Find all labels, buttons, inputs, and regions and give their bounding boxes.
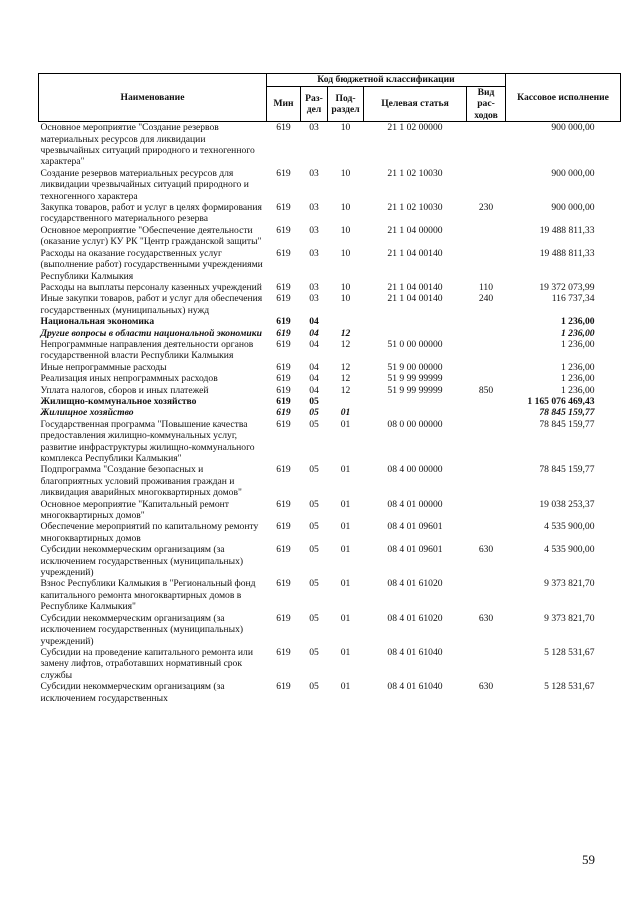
cell-vid: 630 (478, 681, 494, 693)
cell-podrazdel: 01 (340, 612, 351, 624)
table-row (39, 316, 621, 327)
cell-vid: 630 (478, 612, 494, 624)
cell-razdel: 05 (309, 578, 319, 590)
cell-podrazdel: 01 (340, 498, 351, 510)
cell-ispolnenie: 78 845 159,77 (539, 418, 595, 430)
cell-name: Жилищное хозяйство (40, 407, 134, 419)
cell-podrazdel: 01 (340, 681, 351, 693)
cell-razdel: 05 (309, 612, 319, 624)
cell-vid: 110 (478, 281, 494, 293)
cell-min: 619 (276, 373, 291, 385)
cell-ispolnenie: 5 128 531,67 (544, 646, 595, 658)
cell-vid (467, 316, 506, 327)
cell-min: 619 (276, 384, 291, 396)
cell-vid: 850 (478, 384, 494, 396)
cell-vid (467, 396, 506, 407)
cell-razdel: 05 (309, 544, 319, 556)
cell-ispolnenie: 1 236,00 (560, 384, 595, 396)
cell-name: Национальная экономика (40, 316, 155, 328)
header-min: Мин (267, 87, 301, 122)
cell-statya: 21 1 02 10030 (387, 202, 443, 214)
cell-vid (467, 373, 506, 384)
table-body (39, 122, 621, 704)
cell-statya: 08 4 01 09601 (387, 521, 443, 533)
cell-ispolnenie: 1 165 076 469,43 (527, 395, 595, 407)
cell-razdel: 05 (309, 407, 319, 419)
cell-podrazdel: 01 (340, 418, 351, 430)
cell-podrazdel: 12 (340, 327, 351, 339)
cell-name: Уплата налогов, сборов и иных платежей (40, 384, 209, 396)
cell-name: Иные непрограммные расходы (40, 361, 167, 373)
cell-min: 619 (276, 578, 291, 590)
header-vid: Вид рас-ходов (467, 87, 506, 122)
cell-razdel: 05 (309, 464, 319, 476)
table-row (39, 328, 621, 339)
cell-vid: 630 (478, 544, 494, 556)
cell-name: Основное мероприятие "Капитальный ремонт многоквартирных домов" (40, 498, 230, 522)
cell-podrazdel: 12 (340, 384, 351, 396)
cell-vid (467, 339, 506, 362)
table-row (39, 248, 621, 282)
cell-name: Непрограммные направления деятельности органов государственной власти Республики Калмыкия (40, 338, 254, 362)
header-code-group: Код бюджетной классификации (267, 74, 506, 87)
cell-min: 619 (276, 247, 291, 259)
cell-razdel: 03 (309, 224, 319, 236)
cell-razdel: 04 (309, 316, 319, 328)
cell-name: Расходы на оказание государственных услуг (выполнение работ) государственными учреждениями Республики Калмыкия (40, 247, 263, 282)
cell-podrazdel: 10 (340, 167, 351, 179)
cell-razdel: 04 (309, 384, 319, 396)
cell-statya: 08 4 01 09601 (387, 544, 443, 556)
cell-statya: 08 4 01 61020 (387, 578, 443, 590)
cell-vid (467, 407, 506, 418)
cell-statya (364, 328, 467, 339)
table-row (39, 202, 621, 225)
table-row (39, 339, 621, 362)
cell-ispolnenie: 1 236,00 (560, 327, 595, 339)
cell-razdel: 04 (309, 338, 319, 350)
cell-razdel: 03 (309, 247, 319, 259)
cell-ispolnenie: 9 373 821,70 (544, 612, 595, 624)
cell-min: 619 (276, 418, 291, 430)
cell-statya: 08 4 00 00000 (387, 464, 443, 476)
cell-name: Субсидии некоммерческим организациям (за исключением государственных (муниципальных) учреждений) (40, 612, 244, 647)
cell-ispolnenie: 19 488 811,33 (539, 224, 595, 236)
cell-podrazdel: 01 (340, 407, 351, 419)
cell-statya (364, 396, 467, 407)
cell-min: 619 (276, 544, 291, 556)
cell-name: Субсидии некоммерческим организациям (за исключением государственных (муниципальных) учреждений) (40, 544, 244, 579)
cell-statya: 21 1 04 00000 (387, 224, 443, 236)
table-row (39, 122, 621, 168)
cell-podrazdel: 10 (340, 122, 351, 134)
table-row (39, 464, 621, 498)
cell-ispolnenie: 9 373 821,70 (544, 578, 595, 590)
cell-ispolnenie: 900 000,00 (551, 122, 595, 134)
table-row (39, 293, 621, 316)
cell-razdel: 03 (309, 122, 319, 134)
cell-min: 619 (276, 646, 291, 658)
cell-statya: 51 0 00 00000 (387, 338, 443, 350)
cell-razdel: 05 (309, 418, 319, 430)
table-row (39, 647, 621, 681)
cell-statya (364, 407, 467, 418)
table-row (39, 373, 621, 384)
header-ispolnenie: Кассовое исполнение (506, 74, 621, 122)
table-row (39, 362, 621, 373)
cell-min: 619 (276, 521, 291, 533)
cell-podrazdel (328, 316, 364, 327)
cell-statya: 21 1 02 00000 (387, 122, 443, 134)
cell-ispolnenie: 78 845 159,77 (539, 464, 595, 476)
cell-ispolnenie: 78 845 159,77 (539, 407, 595, 419)
table-row (39, 282, 621, 293)
cell-min: 619 (276, 327, 291, 339)
cell-vid (467, 168, 506, 202)
cell-razdel: 04 (309, 327, 319, 339)
cell-vid (467, 248, 506, 282)
cell-min: 619 (276, 361, 291, 373)
cell-min: 619 (276, 407, 291, 419)
cell-ispolnenie: 1 236,00 (560, 338, 595, 350)
cell-name: Обеспечение мероприятий по капитальному ремонту многоквартирных домов (40, 521, 259, 544)
cell-razdel: 04 (309, 361, 319, 373)
cell-statya: 21 1 04 00140 (387, 281, 443, 293)
cell-statya: 08 0 00 00000 (387, 418, 443, 430)
cell-vid (467, 328, 506, 339)
cell-razdel: 05 (309, 646, 319, 658)
cell-name: Реализация иных непрограммных расходов (40, 373, 218, 385)
cell-statya: 21 1 04 00140 (387, 247, 443, 259)
table-row (39, 419, 621, 465)
cell-vid (467, 419, 506, 465)
cell-podrazdel (328, 396, 364, 407)
cell-razdel: 05 (309, 681, 319, 693)
table-row (39, 225, 621, 248)
header-name: Наименование (39, 74, 267, 122)
cell-min: 619 (276, 498, 291, 510)
cell-statya: 51 9 00 00000 (387, 361, 443, 373)
cell-min: 619 (276, 224, 291, 236)
budget-table (38, 73, 621, 704)
cell-statya: 21 1 04 00140 (387, 293, 443, 305)
cell-razdel: 05 (309, 521, 319, 533)
table-row (39, 385, 621, 396)
cell-podrazdel: 01 (340, 544, 351, 556)
cell-min: 619 (276, 122, 291, 134)
page-number: 59 (582, 852, 595, 867)
cell-name: Жилищно-коммунальное хозяйство (40, 395, 197, 407)
cell-name: Государственная программа "Повышение качества предоставления жилищно-коммунальных услуг, развитие инфраструктуры жилищно-коммунального комплекса Республики Калмыкия" (40, 418, 255, 464)
cell-name: Субсидии на проведение капитального ремонта или замену лифтов, отработавших нормативный срок службы (40, 646, 253, 681)
cell-razdel: 03 (309, 293, 319, 305)
cell-podrazdel: 10 (340, 247, 351, 259)
cell-ispolnenie: 116 737,34 (551, 293, 595, 305)
cell-min: 619 (276, 681, 291, 693)
cell-min: 619 (276, 167, 291, 179)
cell-name: Расходы на выплаты персоналу казенных учреждений (40, 281, 262, 293)
cell-min: 619 (276, 464, 291, 476)
cell-podrazdel: 12 (340, 373, 351, 385)
cell-name: Основное мероприятие "Создание резервов материальных ресурсов для ликвидации чрезвычайных ситуаций природного и техногенного характера" (40, 122, 255, 168)
cell-vid (467, 122, 506, 168)
cell-razdel: 05 (309, 498, 319, 510)
cell-razdel: 05 (309, 395, 319, 407)
cell-podrazdel: 01 (340, 464, 351, 476)
cell-podrazdel: 01 (340, 521, 351, 533)
table-row (39, 578, 621, 612)
table-row (39, 499, 621, 522)
cell-podrazdel: 12 (340, 338, 351, 350)
cell-vid: 240 (478, 293, 494, 305)
cell-statya (364, 316, 467, 327)
cell-ispolnenie: 1 236,00 (560, 361, 595, 373)
table-row (39, 544, 621, 578)
cell-podrazdel: 01 (340, 578, 351, 590)
cell-name: Создание резервов материальных ресурсов для ликвидации чрезвычайных ситуаций природного и техногенного характера (40, 167, 249, 202)
cell-name: Взнос Республики Калмыкия в "Региональный фонд капитального ремонта многоквартирных домов в Республике Калмыкия" (40, 578, 256, 613)
cell-razdel: 04 (309, 373, 319, 385)
cell-podrazdel: 10 (340, 224, 351, 236)
cell-ispolnenie: 5 128 531,67 (544, 681, 595, 693)
cell-ispolnenie: 4 535 900,00 (544, 521, 595, 533)
cell-vid (467, 578, 506, 612)
cell-min: 619 (276, 202, 291, 214)
cell-statya: 08 4 01 61040 (387, 646, 443, 658)
cell-ispolnenie: 19 038 253,37 (539, 498, 595, 510)
cell-statya: 51 9 99 99999 (387, 373, 443, 385)
table-row (39, 613, 621, 647)
cell-name: Субсидии некоммерческим организациям (за исключением государственных (40, 681, 225, 704)
cell-min: 619 (276, 316, 291, 328)
cell-ispolnenie: 1 236,00 (560, 316, 595, 328)
cell-vid (467, 362, 506, 373)
table-row (39, 681, 621, 704)
cell-statya: 08 4 01 61040 (387, 681, 443, 693)
table-header (39, 74, 621, 122)
cell-vid: 230 (478, 202, 494, 214)
cell-name: Закупка товаров, работ и услуг в целях формирования государственного материального резерва (40, 202, 262, 225)
cell-podrazdel: 12 (340, 361, 351, 373)
cell-podrazdel: 01 (340, 646, 351, 658)
table-row (39, 407, 621, 418)
cell-min: 619 (276, 338, 291, 350)
cell-min: 619 (276, 281, 291, 293)
cell-ispolnenie: 4 535 900,00 (544, 544, 595, 556)
cell-ispolnenie: 1 236,00 (560, 373, 595, 385)
table-row (39, 396, 621, 407)
cell-vid (467, 464, 506, 498)
cell-name: Другие вопросы в области национальной экономики (40, 327, 262, 339)
header-razdel: Раз-дел (301, 87, 328, 122)
cell-ispolnenie: 900 000,00 (551, 167, 595, 179)
table-row (39, 521, 621, 544)
cell-vid (467, 499, 506, 522)
header-podrazdel: Под-раздел (328, 87, 364, 122)
header-statya: Целевая статья (364, 87, 467, 122)
cell-statya: 08 4 01 00000 (387, 498, 443, 510)
cell-name: Основное мероприятие "Обеспечение деятельности (оказание услуг) КУ РК "Центр гражданской защиты" (40, 224, 262, 248)
cell-razdel: 03 (309, 281, 319, 293)
cell-razdel: 03 (309, 167, 319, 179)
cell-vid (467, 647, 506, 681)
cell-min: 619 (276, 395, 291, 407)
cell-min: 619 (276, 293, 291, 305)
cell-name: Подпрограмма "Создание безопасных и благоприятных условий проживания граждан и ликвидация аварийных многоквартирных домов" (40, 464, 242, 499)
cell-ispolnenie: 900 000,00 (551, 202, 595, 214)
cell-name: Иные закупки товаров, работ и услуг для обеспечения государственных (муниципальных) нужд (40, 293, 263, 316)
cell-podrazdel: 10 (340, 281, 351, 293)
cell-ispolnenie: 19 488 811,33 (539, 247, 595, 259)
cell-statya: 08 4 01 61020 (387, 612, 443, 624)
table-row (39, 168, 621, 202)
cell-min: 619 (276, 612, 291, 624)
cell-ispolnenie: 19 372 073,99 (539, 281, 595, 293)
cell-statya: 51 9 99 99999 (387, 384, 443, 396)
cell-razdel: 03 (309, 202, 319, 214)
cell-vid (467, 521, 506, 544)
cell-statya: 21 1 02 10030 (387, 167, 443, 179)
cell-podrazdel: 10 (340, 202, 351, 214)
cell-podrazdel: 10 (340, 293, 351, 305)
cell-vid (467, 225, 506, 248)
budget-table-sheet (38, 73, 620, 704)
